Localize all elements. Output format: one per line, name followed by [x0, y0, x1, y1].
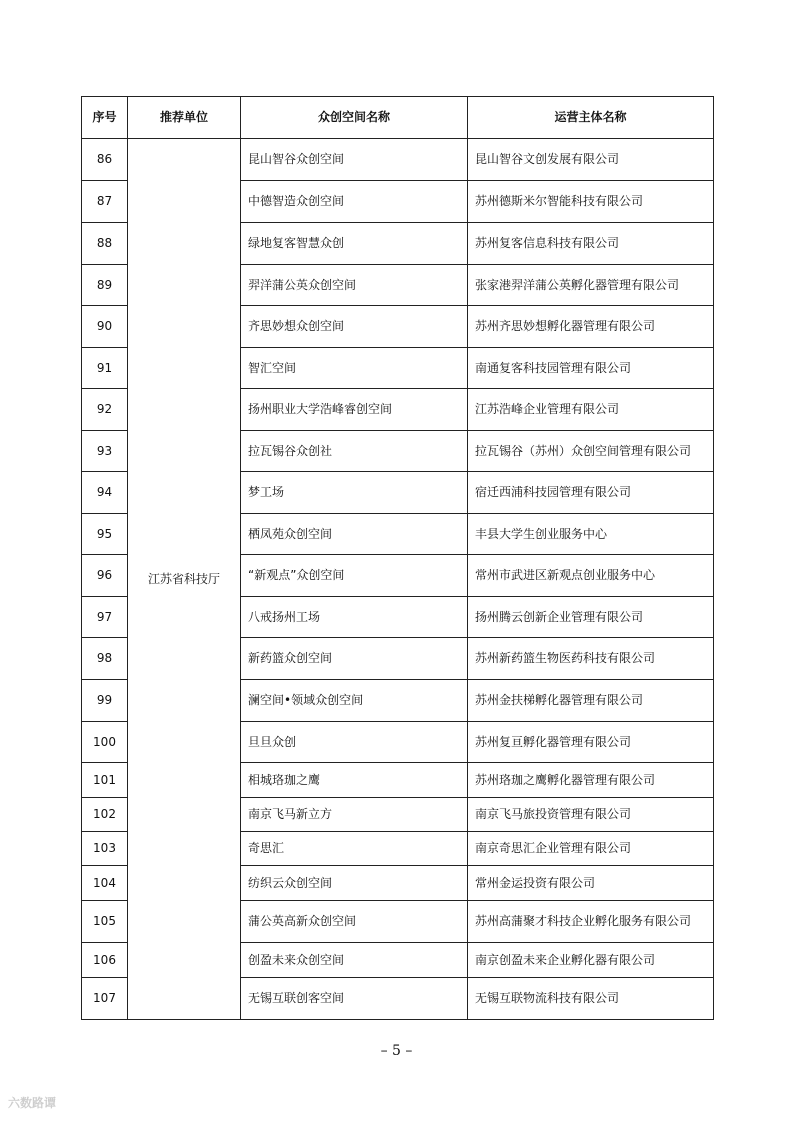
row-operator-name: 苏州金扶梯孵化器管理有限公司 — [468, 680, 714, 722]
row-seq-number: 92 — [82, 389, 128, 431]
row-space-name: 智汇空间 — [241, 348, 468, 389]
row-seq-number: 86 — [82, 139, 128, 181]
row-space-name: 奇思汇 — [241, 832, 468, 866]
row-operator-name: 苏州德斯米尔智能科技有限公司 — [468, 181, 714, 223]
watermark-logo: 六数路谭 — [8, 1096, 57, 1110]
row-seq-number: 103 — [82, 832, 128, 866]
row-space-name: 绿地复客智慧众创 — [241, 223, 468, 265]
row-space-name: 八戒扬州工场 — [241, 597, 468, 638]
row-space-name: 南京飞马新立方 — [241, 798, 468, 832]
row-seq-number: 101 — [82, 763, 128, 798]
header-operator-name: 运营主体名称 — [468, 97, 714, 139]
row-space-name: 相城珞珈之鹰 — [241, 763, 468, 798]
row-space-name: 昆山智谷众创空间 — [241, 139, 468, 181]
row-space-name: 新药篮众创空间 — [241, 638, 468, 680]
row-operator-name: 苏州新药篮生物医药科技有限公司 — [468, 638, 714, 680]
row-operator-name: 江苏浩峰企业管理有限公司 — [468, 389, 714, 431]
row-seq-number: 98 — [82, 638, 128, 680]
row-operator-name: 南京奇思汇企业管理有限公司 — [468, 832, 714, 866]
row-seq-number: 95 — [82, 514, 128, 555]
row-space-name: 旦旦众创 — [241, 722, 468, 763]
row-space-name: 中德智造众创空间 — [241, 181, 468, 223]
row-seq-number: 104 — [82, 866, 128, 901]
row-seq-number: 99 — [82, 680, 128, 722]
row-operator-name: 苏州珞珈之鹰孵化器管理有限公司 — [468, 763, 714, 798]
table-header-row — [82, 97, 714, 139]
header-space-name: 众创空间名称 — [241, 97, 468, 139]
row-seq-number: 100 — [82, 722, 128, 763]
row-seq-number: 94 — [82, 472, 128, 514]
row-seq-number: 90 — [82, 306, 128, 348]
row-seq-number: 105 — [82, 901, 128, 943]
row-operator-name: 常州市武进区新观点创业服务中心 — [468, 555, 714, 597]
page-number: – 5 – — [380, 1043, 413, 1059]
row-operator-name: 苏州复客信息科技有限公司 — [468, 223, 714, 265]
incubator-table — [81, 96, 714, 1020]
row-operator-name: 宿迁西浦科技园管理有限公司 — [468, 472, 714, 514]
row-operator-name: 丰县大学生创业服务中心 — [468, 514, 714, 555]
row-space-name: 澜空间•领域众创空间 — [241, 680, 468, 722]
row-space-name: 无锡互联创客空间 — [241, 978, 468, 1020]
header-seq: 序号 — [82, 97, 128, 139]
row-operator-name: 苏州高蒲聚才科技企业孵化服务有限公司 — [468, 901, 714, 943]
row-space-name: 拉瓦锡谷众创社 — [241, 431, 468, 472]
row-seq-number: 93 — [82, 431, 128, 472]
row-space-name: 栖凤苑众创空间 — [241, 514, 468, 555]
row-space-name: 蒲公英高新众创空间 — [241, 901, 468, 943]
row-operator-name: 苏州齐思妙想孵化器管理有限公司 — [468, 306, 714, 348]
row-seq-number: 97 — [82, 597, 128, 638]
row-space-name: “新观点”众创空间 — [241, 555, 468, 597]
row-seq-number: 107 — [82, 978, 128, 1020]
row-operator-name: 苏州复亘孵化器管理有限公司 — [468, 722, 714, 763]
row-seq-number: 96 — [82, 555, 128, 597]
row-seq-number: 88 — [82, 223, 128, 265]
row-operator-name: 无锡互联物流科技有限公司 — [468, 978, 714, 1020]
row-seq-number: 87 — [82, 181, 128, 223]
row-seq-number: 89 — [82, 265, 128, 306]
row-operator-name: 常州金运投资有限公司 — [468, 866, 714, 901]
row-space-name: 纺织云众创空间 — [241, 866, 468, 901]
row-operator-name: 南通复客科技园管理有限公司 — [468, 348, 714, 389]
row-operator-name: 扬州腾云创新企业管理有限公司 — [468, 597, 714, 638]
row-space-name: 羿洋蒲公英众创空间 — [241, 265, 468, 306]
row-seq-number: 106 — [82, 943, 128, 978]
row-space-name: 齐思妙想众创空间 — [241, 306, 468, 348]
row-space-name: 扬州职业大学浩峰睿创空间 — [241, 389, 468, 431]
row-operator-name: 张家港羿洋蒲公英孵化器管理有限公司 — [468, 265, 714, 306]
row-operator-name: 昆山智谷文创发展有限公司 — [468, 139, 714, 181]
recommending-unit-cell: 江苏省科技厅 — [128, 139, 241, 1020]
table-row — [82, 139, 714, 181]
row-seq-number: 91 — [82, 348, 128, 389]
row-operator-name: 南京飞马旅投资管理有限公司 — [468, 798, 714, 832]
row-space-name: 创盈未来众创空间 — [241, 943, 468, 978]
row-seq-number: 102 — [82, 798, 128, 832]
table-body — [82, 139, 714, 1020]
row-space-name: 梦工场 — [241, 472, 468, 514]
row-operator-name: 南京创盈未来企业孵化器有限公司 — [468, 943, 714, 978]
header-recommending-unit: 推荐单位 — [128, 97, 241, 139]
row-operator-name: 拉瓦锡谷（苏州）众创空间管理有限公司 — [468, 431, 714, 472]
